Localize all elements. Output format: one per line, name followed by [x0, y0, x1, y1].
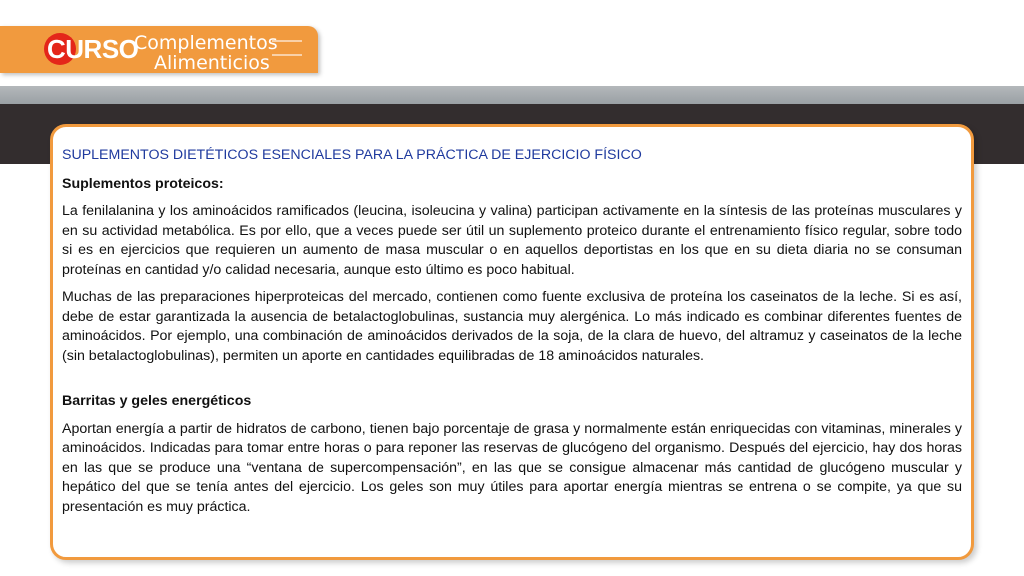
logo-word: CURSO: [47, 34, 139, 64]
decorative-lines-icon: [272, 40, 302, 56]
card-content: [62, 146, 962, 525]
section-title: SUPLEMENTOS DIETÉTICOS ESENCIALES PARA LA PRÁCTICA DE EJERCICIO FÍSICO: [62, 147, 642, 163]
spacer: [62, 374, 962, 392]
heading-proteicos: Suplementos proteicos:: [62, 175, 224, 192]
paragraph-barritas-1: Aportan energía a partir de hidratos de carbono, tienen bajo porcentaje de grasa y normalmente están enriquecidas con vitaminas, minerales y aminoácidos. Indicadas para tomar entre horas o para reponer las reservas de glucógeno del organismo. Después del ejercicio, hay dos horas en las que se produce una “ventana de supercompensación”, en las que se consigue almacenar más cantidad de glucógeno muscular y hepático del que se tenía antes del ejercicio. Los geles son muy útiles para aportar energía mientras se entrena o se compite, ya que su presentación es muy práctica.: [62, 420, 962, 515]
paragraph-proteicos-2: Muchas de las preparaciones hiperproteicas del mercado, contienen como fuente exclusiva de proteína los caseinatos de la leche. Si es así, debe de estar garantizada la ausencia de betalactoglobulinas, sustancia muy alergénica. Lo más indicado es combinar diferentes fuentes de aminoácidos. Por ejemplo, una combinación de aminoácidos derivados de la soja, de la clara de huevo, del altramuz y caseinatos de la leche (sin betalactoglobulinas), permiten un aporte en cantidades equilibradas de 18 aminoácidos naturales.: [62, 289, 962, 364]
paragraph-proteicos-1: La fenilalanina y los aminoácidos ramificados (leucina, isoleucina y valina) participan activamente en la síntesis de las proteínas musculares y en su actividad metabólica. Es por ello, que a veces puede ser útil un suplemento proteico durante el entrenamiento físico regular, sobre todo si es en ejercicios que requieren un aumento de masa muscular o en aquellos deportistas en los que en su dieta diaria no se consuman proteínas en cantidad y/o calidad necesaria, aunque esto último es poco habitual.: [62, 203, 962, 278]
course-title-line1: Complementos: [134, 32, 278, 54]
header-band-gray: [0, 86, 1024, 104]
heading-barritas: Barritas y geles energéticos: [62, 393, 252, 409]
course-title-line2: Alimenticios: [154, 52, 270, 74]
